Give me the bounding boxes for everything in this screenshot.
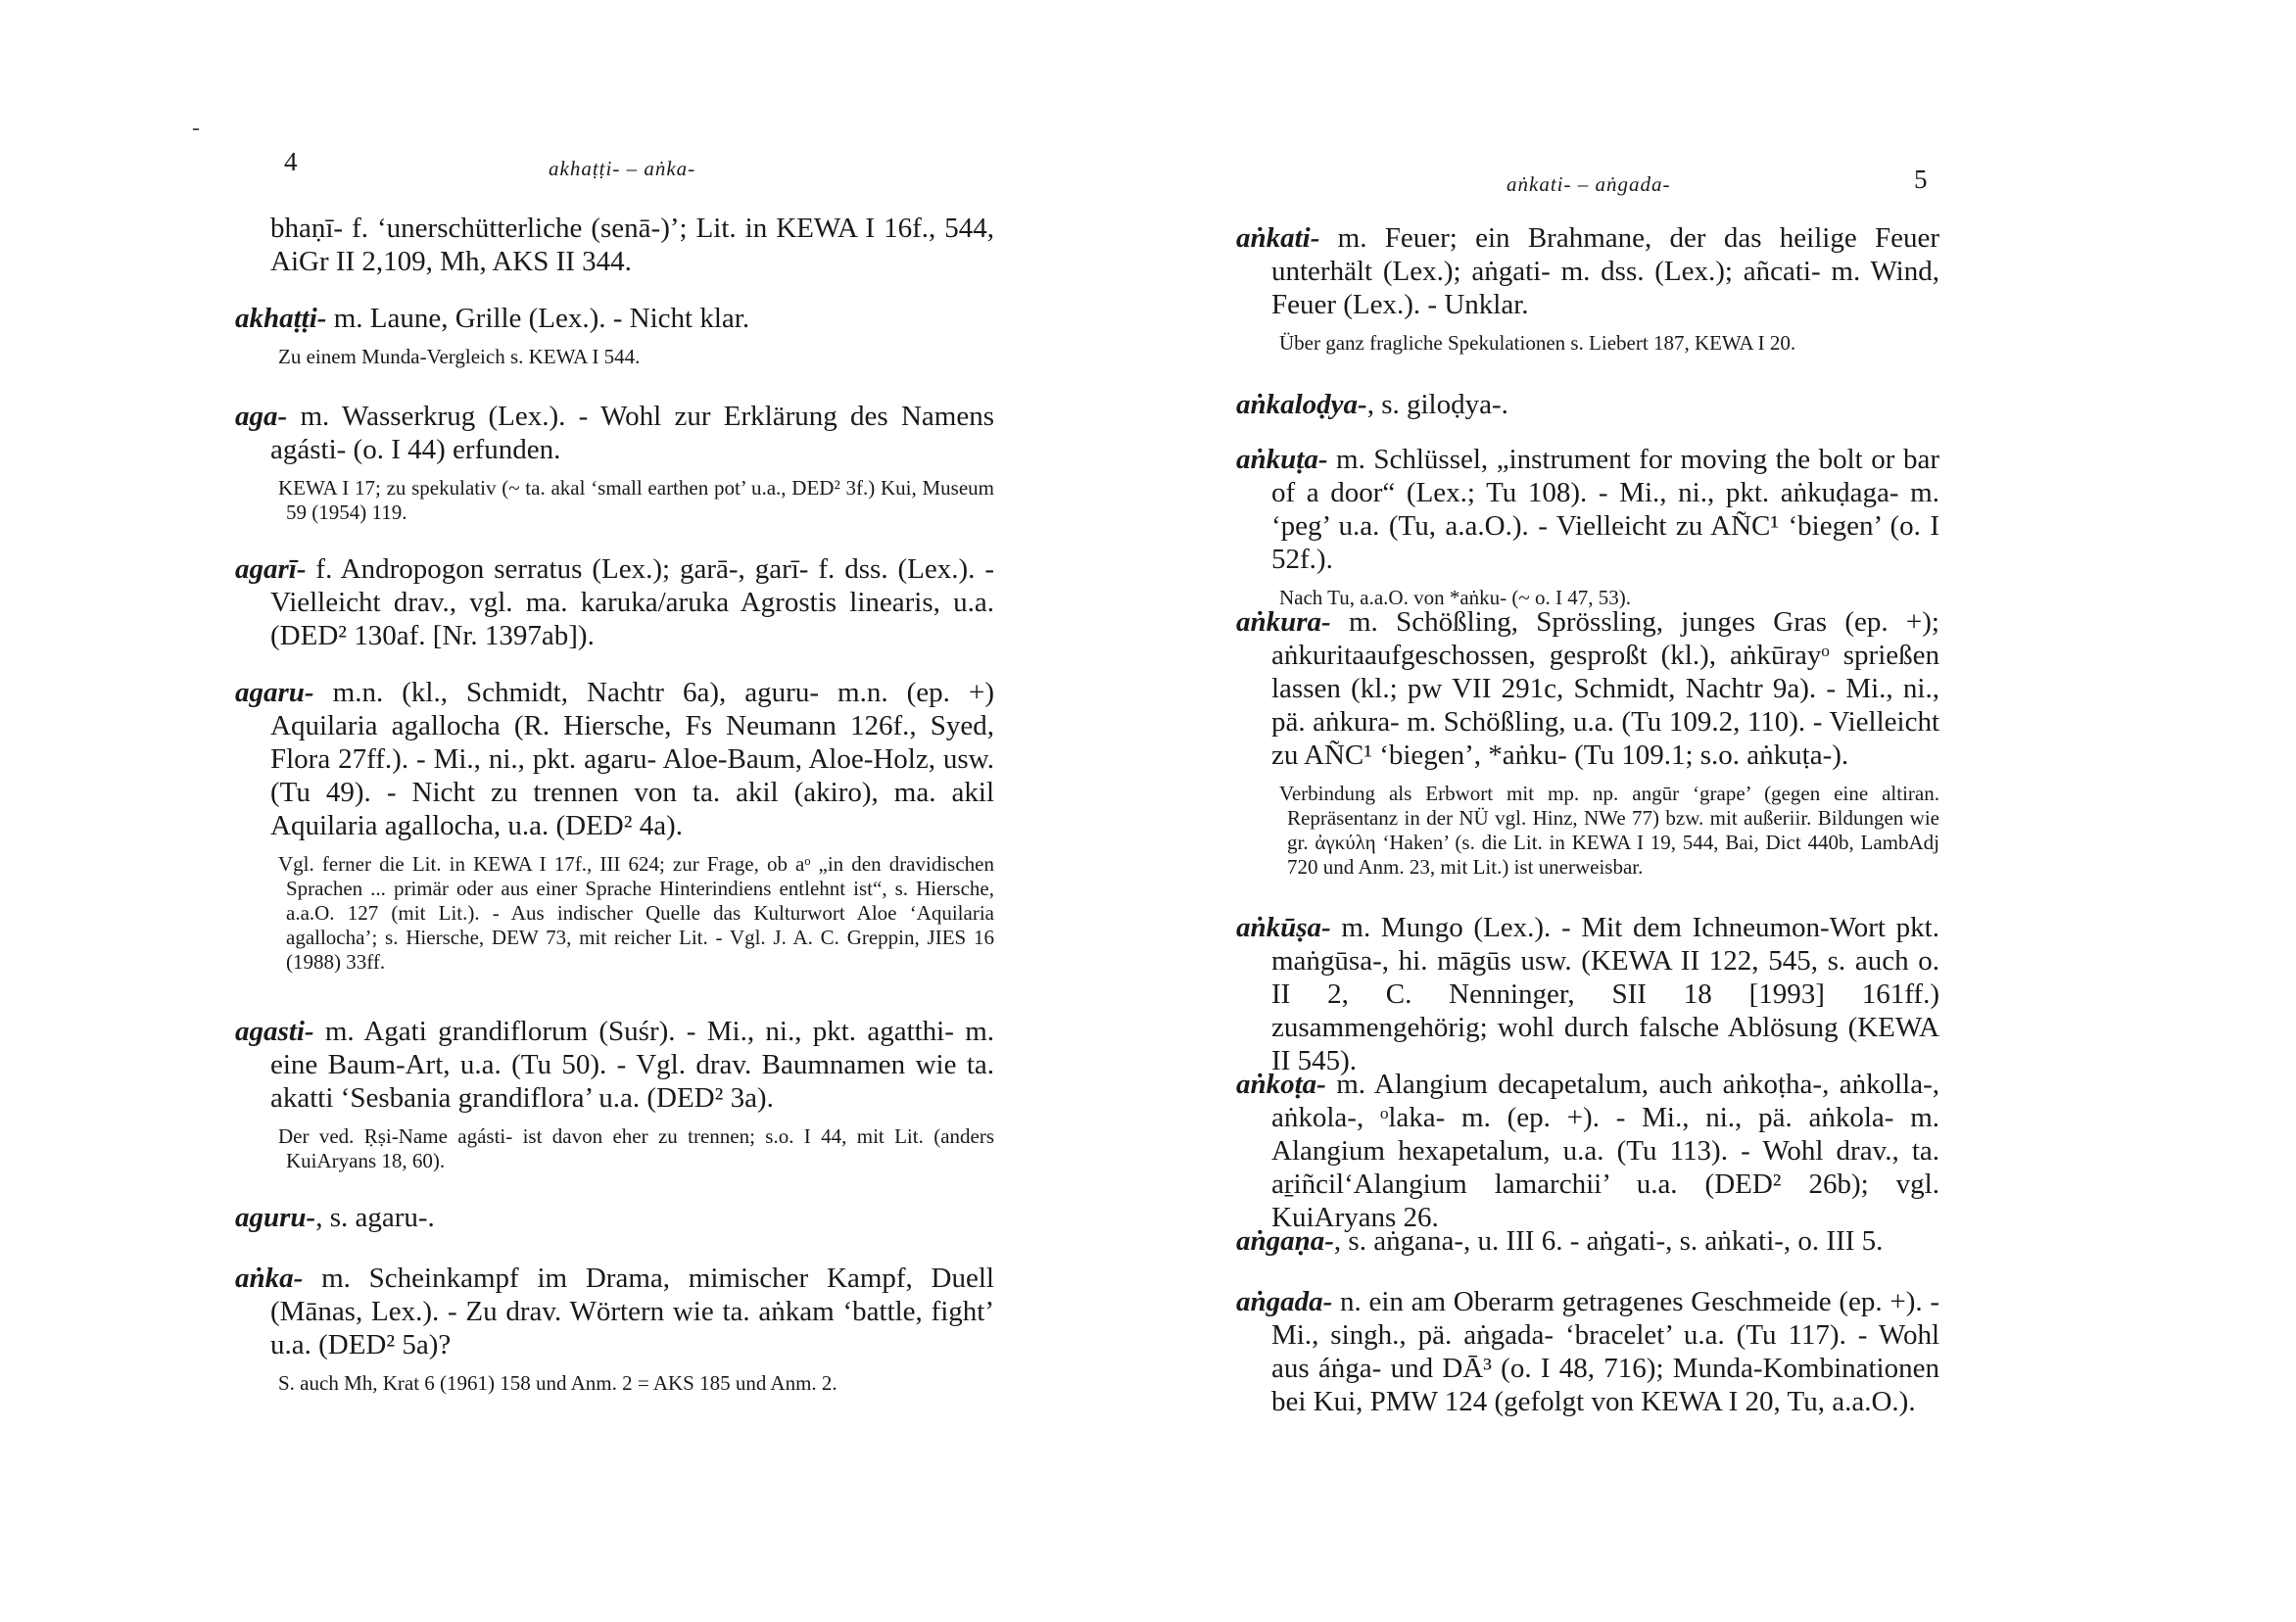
entry [1236, 605, 1939, 880]
entry-lemma: akhaṭṭi- [235, 303, 327, 334]
entry-text: m. Feuer; ein Brahmane, der das heilige Feuer unterhält (Lex.); aṅgati- m. dss. (Lex.); añcati- m. Wind, Feuer (Lex.). - Unklar. [1271, 222, 1939, 320]
page-number: 5 [1914, 165, 1928, 194]
page-number: 4 [284, 147, 298, 176]
entry-lemma: aṅkūṣa- [1236, 912, 1331, 943]
entry-lemma: agarī- [235, 553, 307, 585]
entry-lemma: aṅgada- [1236, 1286, 1333, 1317]
entry-text: m. Scheinkampf im Drama, mimischer Kampf, Duell (Mānas, Lex.). - Zu drav. Wörtern wie ta. aṅkam ‘battle, fight’ u.a. (DED² 5a)? [270, 1263, 994, 1360]
entry [1236, 1068, 1939, 1234]
entry-note: Verbindung als Erbwort mit mp. np. angūr ‘grape’ (gegen eine altiran. Repräsentanz in der NÜ vgl. Hinz, NWe 77) bzw. mit außeriir. Bildungen wie gr. ἀγκύλη ‘Haken’ (s. die Lit. in KEWA I 19, 544, Bai, Dict 440b, LambAdj 720 und Anm. 23, mit Lit.) ist unerweisbar. [1279, 782, 1939, 879]
entry-text: f. Andropogon serratus (Lex.); garā-, garī- f. dss. (Lex.). - Vielleicht drav., vgl. ma. karuka/aruka Agrostis linearis, u.a. (DED² 130af. [Nr. 1397ab]). [270, 553, 994, 651]
entry-text: m. Laune, Grille (Lex.). - Nicht klar. [326, 303, 750, 334]
running-head: akhaṭṭi- – aṅka- [549, 157, 696, 180]
entry-text: , s. agaru-. [315, 1202, 435, 1233]
entry-note: Vgl. ferner die Lit. in KEWA I 17f., III 624; zur Frage, ob aᵒ „in den dravidischen Sprachen ... primär oder aus einer Sprache Hinterindiens entlehnt ist“, s. Hiersche, a.a.O. 127 (mit Lit.). - Aus indischer Quelle das Kulturwort Aloe ‘Aquilaria agallocha’; s. Hiersche, DEW 73, mit reicher Lit. - Vgl. J. A. C. Greppin, JIES 16 (1988) 33ff. [278, 852, 994, 974]
running-head: aṅkati- – aṅgada- [1507, 172, 1671, 196]
entry-text: n. ein am Oberarm getragenes Geschmeide (ep. +). - Mi., singh., pä. aṅgada- ‘bracelet’ u.a. (Tu 117). - Wohl aus áṅga- und DĀ³ (o. I 48, 716); Munda-Kombinationen bei Kui, PMW 124 (gefolgt von KEWA I 20, Tu, a.a.O.). [1271, 1286, 1939, 1417]
entry-lemma: agasti- [235, 1016, 314, 1047]
entry [235, 400, 994, 525]
entry-text: , s. giloḍya-. [1366, 389, 1508, 420]
entry-note: Nach Tu, a.a.O. von *aṅku- (~ o. I 47, 53). [1279, 586, 1631, 609]
entry-lemma: aṅka- [235, 1263, 304, 1294]
entry [235, 552, 994, 652]
entry [1236, 1285, 1939, 1418]
entry [235, 212, 994, 278]
entry-lemma: aṅkati- [1236, 222, 1320, 254]
entry-text: , s. aṅgana-, u. III 6. - aṅgati-, s. aṅkati-, o. III 5. [1333, 1225, 1884, 1257]
entry-lemma: aga- [235, 401, 288, 432]
entry-note: Über ganz fragliche Spekulationen s. Liebert 187, KEWA I 20. [1279, 331, 1796, 355]
entry-text: bhaṇī- f. ‘unerschütterliche (senā-)’; Lit. in KEWA I 16f., 544, AiGr II 2,109, Mh, AKS II 344. [270, 213, 994, 277]
entry-note: Der ved. Ṛṣi-Name agásti- ist davon eher zu trennen; s.o. I 44, mit Lit. (anders KuiAryans 18, 60). [278, 1124, 994, 1172]
entry [235, 1015, 994, 1173]
entry-lemma: aṅkura- [1236, 606, 1331, 638]
entry [1236, 1224, 1939, 1258]
entry [1236, 911, 1939, 1077]
entry [235, 1201, 994, 1234]
entry-lemma: aṅkoṭa- [1236, 1069, 1326, 1100]
entry-lemma: aguru- [235, 1202, 316, 1233]
entry-text: m.n. (kl., Schmidt, Nachtr 6a), aguru- m.n. (ep. +) Aquilaria agallocha (R. Hiersche, Fs Neumann 126f., Syed, Flora 27ff.). - Mi., ni., pkt. agaru- Aloe-Baum, Aloe-Holz, usw. (Tu 49). - Nicht zu trennen von ta. akil (akiro), ma. akil Aquilaria agallocha, u.a. (DED² 4a). [270, 677, 994, 841]
entry-lemma: agaru- [235, 677, 314, 708]
entry-note: S. auch Mh, Krat 6 (1961) 158 und Anm. 2 = AKS 185 und Anm. 2. [278, 1371, 837, 1395]
entry [235, 302, 994, 369]
entry-text: m. Wasserkrug (Lex.). - Wohl zur Erklärung des Namens agásti- (o. I 44) erfunden. [270, 401, 994, 465]
scan-mark: - [192, 116, 200, 141]
entry [235, 676, 994, 975]
entry-note: Zu einem Munda-Vergleich s. KEWA I 544. [278, 345, 641, 368]
entry [235, 1262, 994, 1396]
entry-text: m. Mungo (Lex.). - Mit dem Ichneumon-Wort pkt. maṅgūsa-, hi. māgūs usw. (KEWA II 122, 545, s. auch o. II 2, C. Nenninger, SII 18 [1993] 161ff.) zusammengehörig; wohl durch falsche Ablösung (KEWA II 545). [1271, 912, 1939, 1076]
entry-lemma: aṅkuṭa- [1236, 444, 1328, 475]
entry-text: m. Schößling, Sprössling, junges Gras (ep. +); aṅkuritaaufgeschossen, gesproßt (kl.), aṅkūrayᵒ sprießen lassen (kl.; pw VII 291c, Schmidt, Nachtr 9a). - Mi., ni., pä. aṅkura- m. Schößling, u.a. (Tu 109.2, 110). - Vielleicht zu AÑC¹ ‘biegen’, *aṅku- (Tu 109.1; s.o. aṅkuṭa-). [1271, 606, 1939, 771]
entry [1236, 221, 1939, 356]
entry-text: m. Alangium decapetalum, auch aṅkoṭha-, aṅkolla-, aṅkola-, ᵒlaka- m. (ep. +). - Mi., ni., pä. aṅkola- m. Alangium hexapetalum, u.a. (Tu 113). - Wohl drav., ta. aṟiñcil‘Alangium lamarchii’ u.a. (DED² 26b); vgl. KuiAryans 26. [1271, 1069, 1939, 1233]
entry [1236, 443, 1939, 610]
entry-note: KEWA I 17; zu spekulativ (~ ta. akal ‘small earthen pot’ u.a., DED² 3f.) Kui, Museum 59 (1954) 119. [278, 476, 994, 524]
entry-lemma: aṅgaṇa- [1236, 1225, 1334, 1257]
entry-lemma: aṅkaloḍya- [1236, 389, 1367, 420]
entry-text: m. Schlüssel, „instrument for moving the bolt or bar of a door“ (Lex.; Tu 108). - Mi., ni., pkt. aṅkuḍaga- m. ‘peg’ u.a. (Tu, a.a.O.). - Vielleicht zu AÑC¹ ‘biegen’ (o. I 52f.). [1271, 444, 1939, 575]
entry-text: m. Agati grandiflorum (Suśr). - Mi., ni., pkt. agatthi- m. eine Baum-Art, u.a. (Tu 50). - Vgl. drav. Baumnamen wie ta. akatti ‘Sesbania grandiflora’ u.a. (DED² 3a). [270, 1016, 994, 1114]
entry [1236, 388, 1939, 421]
